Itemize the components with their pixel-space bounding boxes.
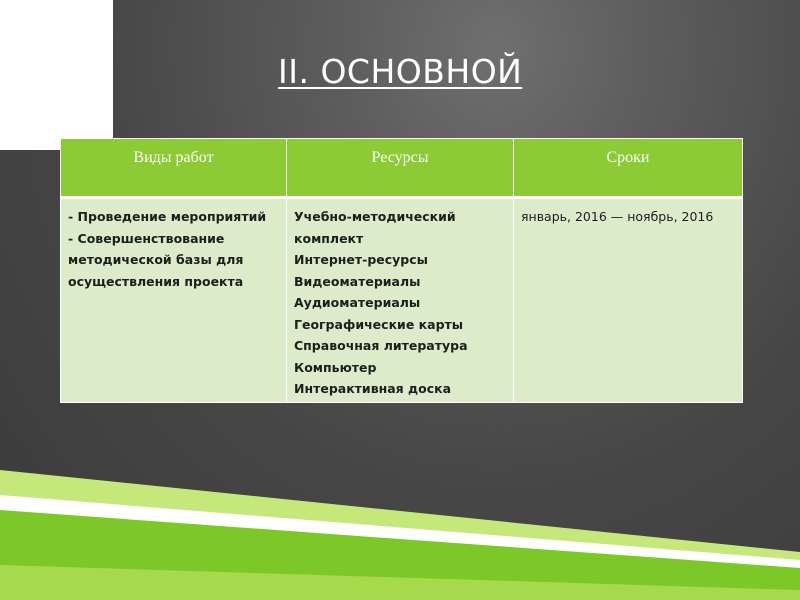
header-deadlines-label: Сроки [606, 149, 650, 166]
resource-item: Аудиоматериалы [294, 295, 421, 310]
cell-deadlines [514, 198, 743, 403]
slide-title: II. ОСНОВНОЙ [278, 52, 523, 91]
header-work-types [61, 139, 287, 198]
cell-resources [287, 198, 514, 403]
header-resources-label: Ресурсы [371, 149, 429, 166]
table-header-row [61, 139, 743, 198]
header-work-types-label: Виды работ [133, 149, 214, 166]
header-resources [287, 139, 514, 198]
resource-item: Географические карты [294, 316, 464, 332]
corner-white-block [0, 0, 113, 150]
resource-item: Справочная литература [294, 338, 468, 353]
resource-item: Учебно-методический комплект [294, 209, 456, 246]
decorative-stripes [0, 440, 800, 600]
table-row [61, 198, 743, 403]
deadline-text: январь, 2016 — ноябрь, 2016 [521, 209, 714, 224]
work-item: - Проведение мероприятий [68, 209, 267, 224]
resource-item: Интернет-ресурсы [294, 252, 428, 267]
plan-table [60, 138, 743, 403]
resource-item: Видеоматериалы [294, 273, 421, 289]
header-deadlines [514, 139, 743, 198]
resource-item: Интерактивная доска [294, 381, 452, 396]
work-item: - Совершенствование методической базы для осуществления проекта [68, 230, 244, 289]
cell-work-types [61, 198, 287, 403]
resource-item: Компьютер [294, 359, 377, 375]
